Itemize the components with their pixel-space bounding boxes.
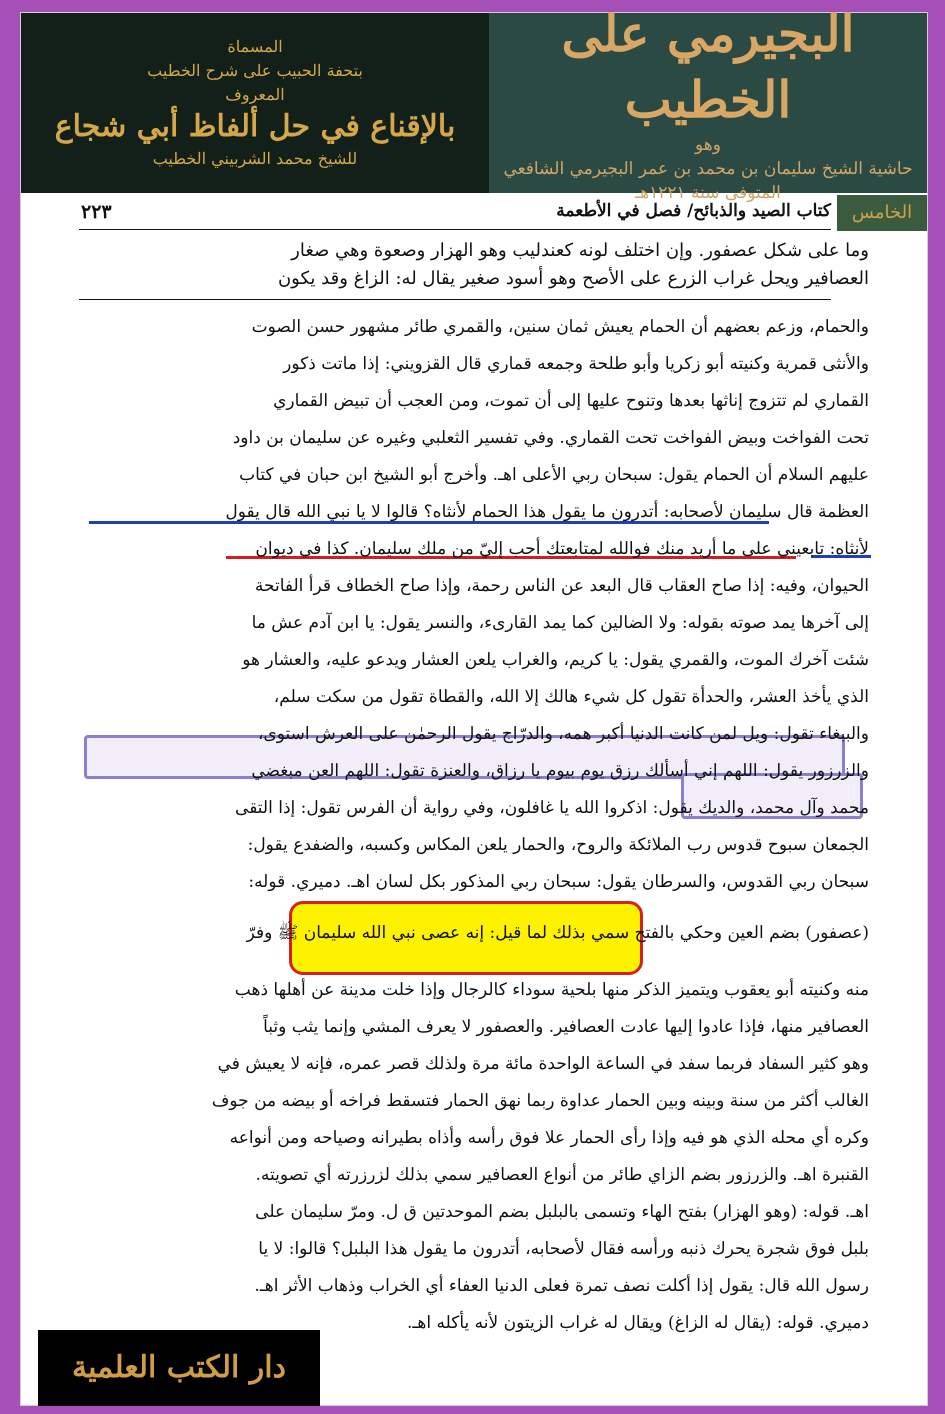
text-line: دميري. قوله: (يقال له الزاغ) ويقال له غراب الزيتون لأنه يأكله اهـ. [407, 1313, 869, 1333]
running-title: كتاب الصيد والذبائح/ فصل في الأطعمة [556, 201, 831, 221]
text-line: العظمة قال سليمان لأصحابه: أتدرون ما يقول هذا الحمام لأنثاه؟ قالوا لا يا نبي الله قال يقول [225, 502, 869, 522]
text-line: العصافير منها، فإذا عادوا إليها عادت العصافير. والعصفور لا يعرف المشي وإنما يثب وثباً [263, 1017, 869, 1037]
text-line: القماري لم تتزوج إناثها بعدها وتنوح عليها إلى أن تموت، ومن العجب أن تبيض القماري [273, 391, 869, 411]
book-title: البجيرمي على الخطيب [561, 4, 855, 129]
text-line: والأنثى قمرية وكنيته أبو زكريا وأبو طلحة وجمعه قماري قال القزويني: إذا ماتت ذكور [283, 354, 869, 374]
text-line: سبحان ربي القدوس، والسرطان يقول: سبحان ربي المذكور بكل لسان اهـ. دميري. قوله: [248, 872, 869, 892]
banner-left-line2: بتحفة الحبيب على شرح الخطيب [147, 61, 363, 80]
page-number: ٢٢٣ [81, 201, 112, 223]
text-line: الجمعان سبوح قدوس رب الملائكة والروح، والحمار يلعن المكاس وكسبه، والضفدع يقول: [247, 835, 869, 855]
text-line: بلبل فوق شجرة يحرك ذنبه ورأسه فقال لأصحابه، أتدرون ما يقول هذا البلبل؟ قالوا: لا يا [258, 1239, 869, 1259]
commentary-text [79, 309, 869, 1342]
text-line: إلى آخرها يمد صوته بقوله: ولا الضالين كما يمد القارىء، والنسر يقول: يا ابن آدم عش ما [251, 613, 869, 633]
text-line: الحيوان، وفيه: إذا صاح العقاب قال البعد عن الناس رحمة، وإذا صاح الخطاف قرأ الفاتحة [254, 576, 869, 596]
top-text [79, 237, 869, 293]
text-line: والببغاء تقول: ويل لمن كانت الدنيا أكبر همه، والدرّاج يقول الرحمٰن على العرش استوى، [257, 724, 869, 744]
banner-left-line1: المسماة [227, 37, 283, 56]
volume-tag: الخامس [837, 195, 927, 231]
text-line: (عصفور) بضم العين وحكي بالفتح سمي بذلك لما قيل: إنه عصى نبي الله سليمان ﷺ وفرّ [246, 923, 869, 943]
header-banner-right [489, 4, 927, 203]
header-banner-left [21, 13, 489, 193]
banner-left-line4: بالإقناع في حل ألفاظ أبي شجاع [54, 109, 456, 144]
text-line: الغالب أكثر من سنة وبينه وبين الحمار عداوة ربما نهق الحمار فتسقط فراخه أو بيضه من جوف [211, 1091, 869, 1111]
text-line: لأنثاه: تابعيني على ما أريد منك فوالله لمتابعتك أحب إليّ من ملك سليمان. كذا في ديوان [255, 539, 869, 559]
text-line: وهو كثير السفاد فربما سفد في الساعة الواحدة مائة مرة ولذلك قصر عمره، فإنه لا يعيش في [217, 1054, 869, 1074]
text-line: والزرزور يقول: اللهم إني أسألك رزق يوم بيوم يا رزاق، والعنزة تقول: اللهم العن مبغضي [251, 761, 869, 781]
text-line: الذي يأخذ العشر، والحدأة تقول كل شيء هالك إلا الله، والقطاة تقول من سكت سلم، [273, 687, 869, 707]
banner-right-line3: حاشية الشيخ سليمان بن محمد بن عمر البجيرمي الشافعي [503, 159, 913, 179]
header-rule [79, 229, 831, 230]
text-line: وكره أي محله الذي هو فيه وإذا رأى الحمار علا فوق رأسه وأذاه بطيرانه وصياحه ومن أنواعه [229, 1128, 869, 1148]
text-line: شئت آخرك الموت، والقمري يقول: يا كريم، والغراب يلعن العشار ويدعو عليه، والعشار هو [242, 650, 869, 670]
text-line: رسول الله قال: يقول إذا أكلت نصف تمرة فعلى الدنيا العفاء أي الخراب وذهاب الأثر اهـ. [254, 1276, 869, 1296]
text-line: اهـ. قوله: (وهو الهزار) بفتح الهاء وتسمى بالبلبل بضم الموحدتين ق ل. ومرّ سليمان على [255, 1202, 869, 1222]
text-line: عليهم السلام أن الحمام يقول: سبحان ربي الأعلى اهـ. وأخرج أبو الشيخ ابن حبان في كتاب [239, 465, 869, 485]
text-separator-rule [79, 299, 831, 300]
text-line: منه وكنيته أبو يعقوب ويتميز الذكر منها بلحية سوداء كالرجال وإذا خلت مدينة عن أهلها ذهب [234, 980, 869, 1000]
page-header [21, 201, 927, 237]
banner-left-line5: للشيخ محمد الشربيني الخطيب [152, 149, 358, 168]
text-line: تحت الفواخت وبيض الفواخت تحت القماري. وفي تفسير الثعلبي وغيره عن سليمان بن داود [232, 428, 869, 448]
banner-left-line3: المعروف [225, 85, 285, 104]
text-line: محمد وآل محمد، والديك يقول: اذكروا الله يا غافلون، وفي رواية أن الفرس تقول: إذا التقى [235, 798, 869, 818]
page [20, 4, 928, 1406]
top-line: وما على شكل عصفور. وإن اختلف لونه كعندليب وهو الهزار وصعوة وهي صغار [291, 240, 869, 261]
text-line: والحمام، وزعم بعضهم أن الحمام يعيش ثمان سنين، والقمري طائر مشهور حسن الصوت [251, 317, 869, 337]
text-line: القنبرة اهـ. والزرزور بضم الزاي طائر من أنواع العصافير سمي بذلك لزرزرته أي تصويته. [255, 1165, 869, 1185]
top-line: العصافير ويحل غراب الزرع على الأصح وهو أسود صغير يقال له: الزاغ وقد يكون [277, 268, 869, 289]
banner-right-line2: وهو [695, 135, 721, 155]
publisher-logo: دار الكتب العلمية [38, 1330, 320, 1406]
banner-right-line4: المتوفى سنة ١٢٢١هـ [635, 183, 781, 203]
